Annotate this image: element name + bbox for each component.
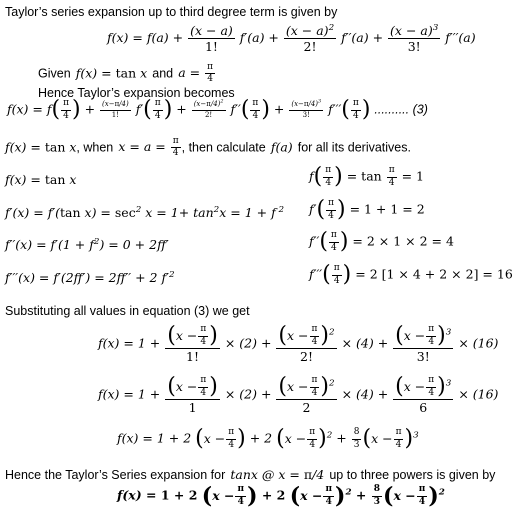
simplified-eq: f(x) = 1 + 2 ( x − π 4 ) + 2 ( x − π 4 ) $^2$ + $\frac{8}{3}$ ( x − π 4 ) $^3$ (117, 426, 419, 451)
deriv-row-2-right: f′ ( π 4 ) = 1 + 1 = 2 (309, 197, 425, 222)
given-line: Given f(x) = tan x and a = $\frac{\pi}{4}$ (38, 62, 214, 85)
question-tail: , then calculate (181, 140, 266, 155)
r2-rhs: = 1 + 1 = 2 (349, 201, 425, 217)
question-line: f(x) = tan x, when x = a = $\frac{\pi}{4}$ , then calculate f(a) for all its derivatives. (5, 136, 411, 159)
deriv-row-1-right: f ( π 4 ) = tan $\frac{\pi}{4}$ = 1 (309, 164, 425, 189)
deriv-row-3-right: f′′ ( π 4 ) = 2 × 1 × 2 = 4 (309, 229, 454, 254)
deriv-row-1-left: f(x) = tan x (5, 172, 77, 187)
given-label: Given (38, 66, 71, 81)
r1-rhs: = tan (346, 168, 382, 184)
conclusion-line: Hence the Taylor’s Series expansion for tanx @ x = π/4 up to three powers is given by (5, 467, 496, 482)
final-eq: f(x) = 1 + 2 ( x − π 4 ) + 2 ( x − π 4 ) $^2$ + $\frac{8}{3}$ ( x − π 4 ) $^2$ (117, 483, 445, 509)
hence-text: Hence Taylor’s expansion becomes (38, 86, 235, 100)
r4-rhs: = 2 [1 × 4 + 2 × 2] = 16 (355, 266, 513, 282)
subst-text: Substituting all values in equation (3) we get (5, 304, 250, 318)
subst-eq-2: f(x) = 1 + ( x − π 4 ) 1 × (2) + ( x − π 4 ) $^2$ 2 × (4) + ( x − π 4 ) $^3$ 6 × (16) (98, 374, 499, 415)
intro-text: Taylor’s series expansion up to third degree term is given by (5, 5, 338, 19)
conclusion-b: up to three powers is given by (329, 468, 496, 482)
eq-ref: .......... (3) (374, 102, 428, 117)
taylor-formula: f(x) = f(a) + $\frac{(x - a)}{1!}$ f′(a) + $\frac{(x - a)^2}{2!}$ f′′(a) + $\frac{(x - a)^3}{3!}$ f′′′(a) (107, 22, 476, 55)
r3-rhs: = 2 × 1 × 2 = 4 (352, 233, 454, 249)
r1-val: = 1 (401, 168, 425, 184)
conclusion-a: Hence the Taylor’s Series expansion for (5, 468, 226, 482)
expansion-eq3: f(x) = f ( π 4 ) + $\frac{(x-\pi/4)}{1!}$ f′ ( π 4 ) + $\frac{(x-\pi/4)^2}{2!}$ f′′ ( π 4 ) + $\frac{(x-\pi/4)^3}{3!}$ f′′′ ( π 4 ) .......... (3) (7, 97, 428, 122)
question-end: for all its derivatives. (297, 140, 411, 155)
deriv-row-4-left: f′′′(x) = f′(2ff′) = 2ff′′ + 2 $f'^2$ (5, 269, 175, 285)
deriv-row-2-left: f′(x) = f′(tan $x) = \sec^2 x = 1+ \tan^2x = 1 + f$ $^2$ (5, 204, 285, 220)
given-and: and (152, 66, 174, 81)
deriv-row-4-right: f′′′ ( π 4 ) = 2 [1 × 4 + 2 × 2] = 16 (309, 262, 513, 287)
deriv-row-3-left: $f''(x) = f'(1 + f^2) = 0 + 2ff'$ (5, 236, 169, 252)
question-mid: , when (76, 140, 114, 155)
subst-eq-1: f(x) = 1 + ( x − π 4 ) 1! × (2) + ( x − π 4 ) $^2$ 2! × (4) + ( x − π 4 ) $^3$ 3! × (16) (98, 323, 499, 364)
